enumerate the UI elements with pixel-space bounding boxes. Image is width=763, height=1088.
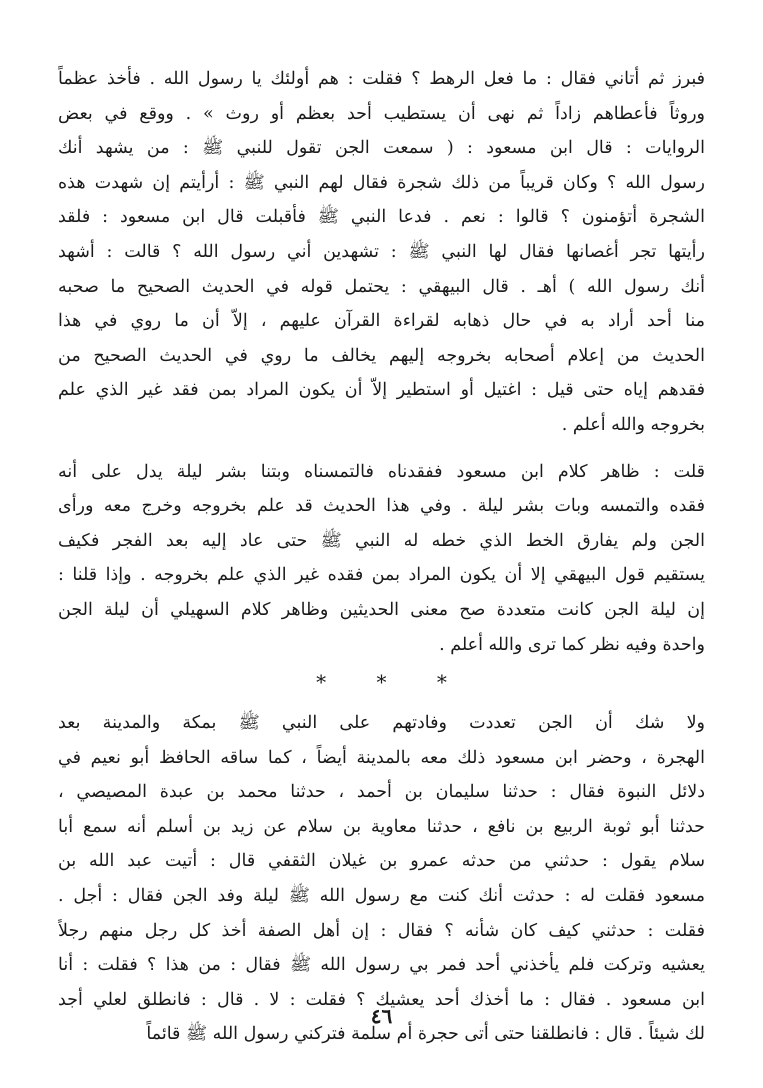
text-line: منا أحد أراد به في حال ذهابه لقراءة القرآن عليهم ، إلاّ أن ما روي في هذا (58, 311, 705, 332)
paragraph-1 (58, 62, 705, 443)
text-line: الشجرة أتؤمنون ؟ قالوا : نعم . فدعا النبي ﷺ فأقبلت قال ابن مسعود : فلقد (58, 207, 705, 228)
text-line: سلام يقول : حدثني من حدثه عمرو بن غيلان الثقفي قال : أتيت عبد الله بن (58, 851, 705, 872)
text-line: فقدهم إياه حتى قيل : اغتيل أو استطير إلاّ أن يكون المراد بمن فقد غير الذي علم (58, 380, 705, 401)
text-line: إن ليلة الجن كانت متعددة صح معنى الحديثين وظاهر كلام السهيلي أن ليلة الجن (58, 599, 705, 620)
text-line: بخروجه والله أعلم . (561, 414, 705, 435)
text-line: وروثاً فأعطاهم زاداً ثم نهى أن يستطيب أحد بعظم أو روث » . ووقع في بعض (58, 103, 705, 124)
text-line: يستقيم قول البيهقي إلا أن يكون المراد بمن فقده غير الذي علم بخروجه . وإذا قلنا : (58, 565, 705, 586)
paragraph-3 (58, 706, 705, 1052)
text-line: الحديث من إعلام أصحابه بخروجه إليهم يخالف ما روي في الحديث الصحيح من (58, 345, 705, 366)
paragraph-2 (58, 455, 705, 663)
text-line: أنك رسول الله ) أهـ . قال البيهقي : يحتمل قوله في الحديث الصحيح ما صحبه (58, 276, 705, 297)
text-line: فبرز ثم أتاني فقال : ما فعل الرهط ؟ فقلت : هم أولئك يا رسول الله . فأخذ عظماً (58, 69, 705, 89)
section-separator: * * * (316, 670, 469, 695)
text-line: رسول الله ؟ وكان قريباً من ذلك شجرة فقال لهم النبي ﷺ : أرأيتم إن شهدت هذه (58, 172, 705, 193)
text-line: الروايات : قال ابن مسعود : ( سمعت الجن تقول للنبي ﷺ : من يشهد أنك (58, 138, 705, 159)
text-line: فقلت : حدثني كيف كان شأنه ؟ فقال : إن أهل الصفة أخذ كل رجل منهم رجلاً (58, 920, 705, 941)
text-line: واحدة وفيه نظر كما ترى والله أعلم . (439, 634, 705, 655)
text-line: رأيتها تجر أغصانها فقال لها النبي ﷺ : تشهدين أني رسول الله ؟ قالت : أشهد (58, 241, 705, 262)
text-line: ولا شك أن الجن تعددت وفادتهم على النبي ﷺ بمكة والمدينة بعد (58, 713, 705, 734)
page-number: ٤٦ (370, 1004, 393, 1028)
text-line: قلت : ظاهر كلام ابن مسعود ففقدناه فالتمسناه وبتنا بشر ليلة يدل على أنه (58, 461, 705, 482)
text-line: حدثنا أبو ثوبة الربيع بن نافع ، حدثنا معاوية بن سلام عن زيد بن أسلم أنه سمع أبا (58, 816, 705, 837)
text-line: دلائل النبوة فقال : حدثنا سليمان بن أحمد ، حدثنا محمد بن عبدة المصيصي ، (58, 782, 705, 803)
text-line: مسعود فقلت له : حدثت أنك كنت مع رسول الله ﷺ ليلة وفد الجن فقال : أجل . (58, 886, 705, 907)
text-line: لك شيئاً . قال : فانطلقنا حتى أتى حجرة أم سلمة فتركني رسول الله ﷺ قائماً (146, 1024, 705, 1045)
text-line: يعشيه وتركت فلم يأخذني أحد فمر بي رسول الله ﷺ فقال : من هذا ؟ فقلت : أنا (58, 955, 705, 976)
text-line: ابن مسعود . فقال : ما أخذك أحد يعشيك ؟ فقلت : لا . قال : فانطلق لعلي أجد (58, 989, 705, 1010)
text-line: فقده والتمسه وبات بشر ليلة . وفي هذا الحديث قد علم بخروجه وخرج معه ورأى (58, 496, 705, 517)
text-line: الجن ولم يفارق الخط الذي خطه له النبي ﷺ حتى عاد إليه بعد الفجر فكيف (58, 530, 705, 551)
text-line: الهجرة ، وحضر ابن مسعود ذلك معه بالمدينة أيضاً ، كما ساقه الحافظ أبو نعيم في (58, 747, 705, 768)
